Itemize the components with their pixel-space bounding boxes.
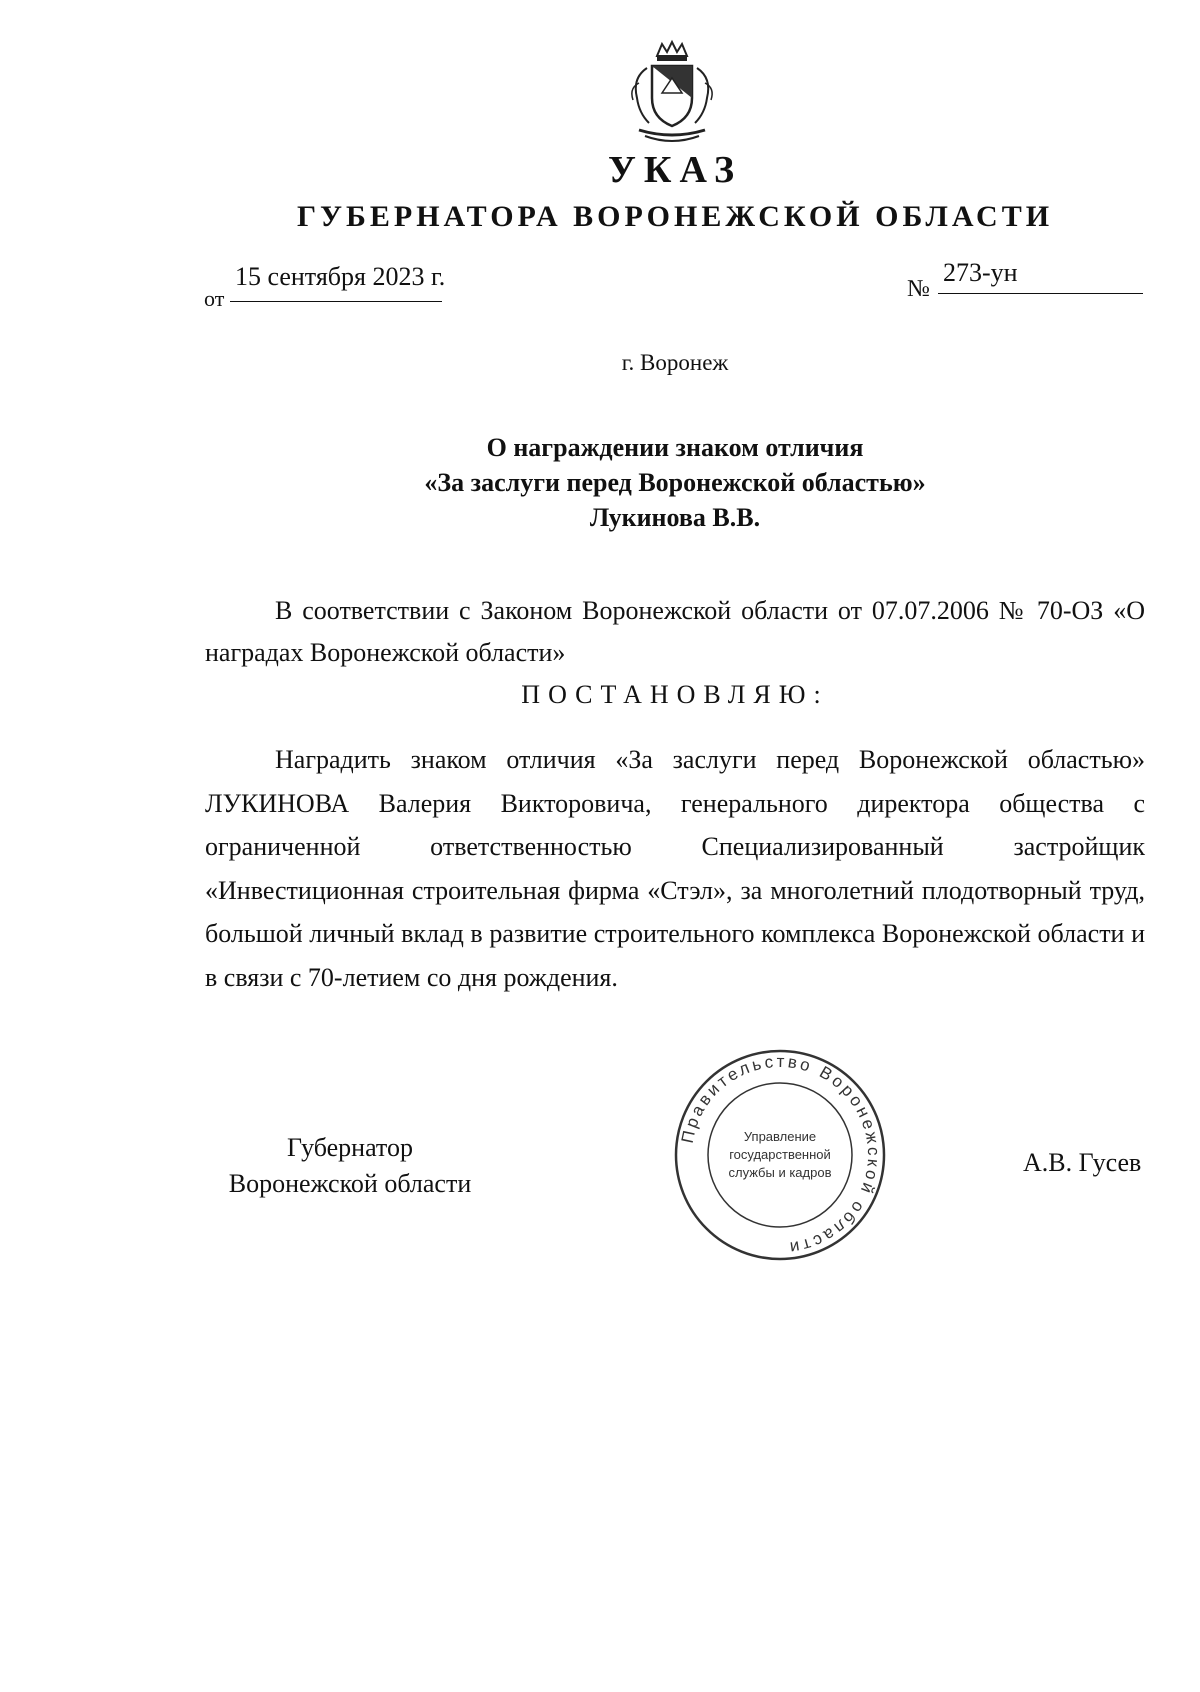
signatory-position <box>205 1130 495 1202</box>
date-underline <box>230 301 442 302</box>
signatory-position-line-2: Воронежской области <box>228 1169 472 1198</box>
decree-subject <box>0 430 1200 535</box>
decision-paragraph: Наградить знаком отличия «За заслуги перед Воронежской областью» ЛУКИНОВА Валерия Викторовича, генерального директора общества с ограниченной ответственностью Специализированный застройщик «Инвестиционная строительная фирма «Стэл», за многолетний плодотворный труд, большой личный вклад в развитие строительного комплекса Воронежской области и в связи с 70-летием со дня рождения. <box>205 745 1145 992</box>
coat-of-arms-icon <box>617 38 727 148</box>
legal-basis-paragraph: В соответствии с Законом Воронежской области от 07.07.2006 № 70-ОЗ «О наградах Воронежской области» <box>205 596 1145 667</box>
number-underline <box>938 293 1143 294</box>
stamp-inner-line-3: службы и кадров <box>728 1165 832 1180</box>
subject-line-1: О награждении знаком отличия <box>486 433 864 462</box>
decree-date: 15 сентября 2023 г. <box>235 262 446 291</box>
signatory-position-line-1: Губернатор <box>287 1133 413 1162</box>
stamp-inner-line-1: Управление <box>743 1129 817 1144</box>
subject-line-2: «За заслуги перед Воронежской областью» <box>424 468 926 497</box>
stamp-outer-text: Правительство Воронежской области <box>677 1051 884 1258</box>
date-prefix: от <box>204 286 225 311</box>
issuer-title: ГУБЕРНАТОРА ВОРОНЕЖСКОЙ ОБЛАСТИ <box>296 200 1054 233</box>
city-name: г. Воронеж <box>621 350 729 375</box>
subject-line-3: Лукинова В.В. <box>589 503 761 532</box>
number-prefix: № <box>907 276 930 302</box>
official-stamp <box>670 1045 890 1265</box>
signatory-name: А.В. Гусев <box>1023 1148 1142 1177</box>
decree-number: 273-ун <box>943 258 1018 287</box>
stamp-inner-line-2: государственной <box>729 1147 831 1162</box>
decree-title: УКАЗ <box>608 149 742 191</box>
resolve-heading: ПОСТАНОВЛЯЮ: <box>521 680 829 709</box>
